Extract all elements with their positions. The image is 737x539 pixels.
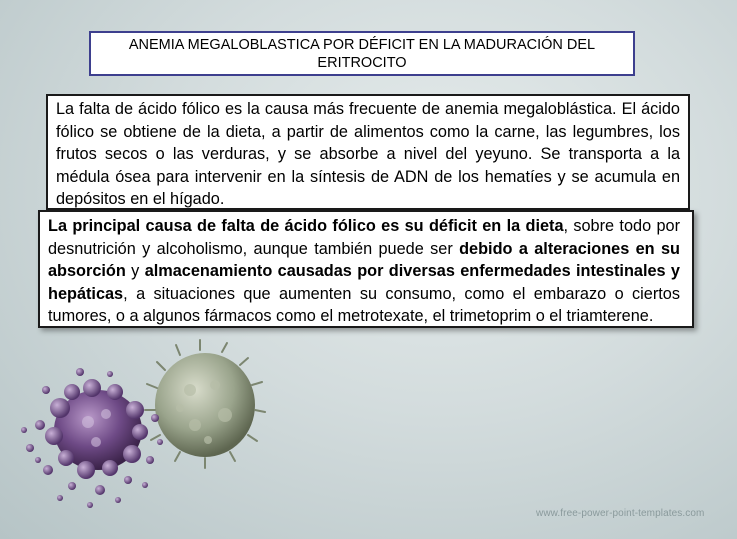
paragraph-2-normal-1: , sobre todo por desnutrición y alcoholismo, aunque también puede ser [48, 217, 680, 258]
slide-title [89, 31, 635, 76]
slide-title-text: ANEMIA MEGALOBLASTICA POR DÉFICIT EN LA MADURACIÓN DEL ERITROCITO [128, 36, 596, 71]
purple-cell-cluster [21, 368, 163, 508]
paragraph-2-normal-2: y [125, 262, 145, 281]
paragraph-2-bold-3: almacenamiento causadas por diversas enfermedades intestinales y hepáticas [48, 262, 680, 303]
paragraph-2-normal-3: , a situaciones que aumenten su consumo, como el embarazo o ciertos tumores, o a algunos fármacos como el metrotexate, el trimetoprim o el triamterene. [48, 284, 680, 326]
paragraph-box-1 [46, 94, 690, 210]
website-watermark: www.free-power-point-templates.com [536, 508, 705, 519]
paragraph-2-text [48, 215, 680, 328]
paragraph-2-bold-1: La principal causa de falta de ácido fólico es su déficit en la dieta [48, 217, 564, 235]
paragraph-2-bold-2: debido a alteraciones en su absorción [48, 239, 680, 281]
green-cell [145, 340, 265, 468]
paragraph-1-text: La falta de ácido fólico es la causa más frecuente de anemia megaloblástica. El ácido fólico se obtiene de la dieta, a partir de alimentos como la carne, las legumbres, los frutos secos o las verduras, y se absorbe a nivel del yeyuno. Se transporta a la médula ósea para intervenir en la síntesis de ADN de los hematíes y se acumula en depósitos en el hígado. [56, 100, 680, 209]
blood-cells-illustration [0, 330, 300, 539]
